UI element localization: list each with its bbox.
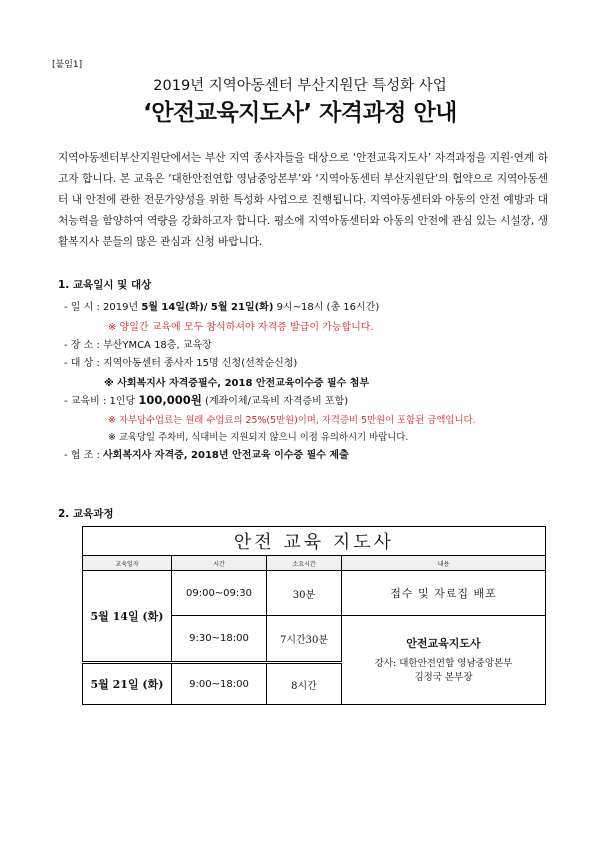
fee-detail: (계좌이체/교육비 자격증비 포함) — [201, 396, 349, 407]
place-line: - 장 소 : 부산YMCA 18층, 교육장 — [64, 340, 212, 351]
schedule-year: 2019년 — [103, 302, 142, 313]
schedule-dates: 5월 14일(화)/ 5월 21일(화) — [141, 302, 274, 313]
course-instructor-name: 김정국 본부장 — [414, 672, 473, 683]
course-instructor: 강사: 대한안전연합 영남중앙본부 — [374, 658, 513, 669]
document-title: ‘안전교육지도사’ 자격과정 안내 — [143, 100, 457, 126]
fee-note-parking: ※ 교육당일 주차비, 식대비는 지원되지 않으니 이점 유의하시기 바랍니다. — [108, 432, 409, 443]
header-content: 내용 — [342, 556, 546, 571]
duration-cell: 8시간 — [267, 663, 342, 705]
duration-cell: 30분 — [267, 571, 342, 616]
fee-label: - 교육비 : 1인당 — [64, 396, 139, 407]
target-line: - 대 상 : 지역아동센터 종사자 15명 신청(선착순신청) — [64, 358, 298, 369]
section-heading: 1. 교육일시 및 대상 — [58, 279, 152, 291]
table-header-row — [83, 556, 546, 571]
date-cell: 5월 21일 (화) — [83, 663, 172, 705]
schedule-label: - 일 시 : — [64, 302, 104, 313]
target-note: ※ 사회복지사 자격증필수, 2018 안전교육이수증 필수 첨부 — [104, 378, 370, 389]
header-duration: 소요시간 — [267, 556, 342, 571]
intro-paragraph: 지역아동센터부산지원단에서는 부산 지역 종사자들을 대상으로 ‘안전교육지도사’ 자격과정을 지원·연계 하고자 합니다. 본 교육은 ‘대한안전연합 영남중앙본부’와 ‘지역아동센터 부산지원단’의 협약으로 지역아동센터 내 안전에 관한 전문가양성을 위한 특성화 사업으로 진행됩니다. 지역아동센터와 아동의 안전 예방과 대처능력을 함양하여 역량을 강화하고자 합니다. 평소에 지역아동센터와 아동의 안전에 관심 있는 시설장, 생활복지사 분들의 많은 관심과 신청 바랍니다. — [58, 152, 548, 248]
section-heading: 2. 교육과정 — [58, 508, 114, 520]
time-cell: 9:30~18:00 — [172, 616, 267, 663]
attendance-note: ※ 양일간 교육에 모두 참석하셔야 자격증 발급이 가능합니다. — [108, 322, 374, 333]
table-row — [83, 571, 546, 616]
header-date: 교육일자 — [83, 556, 172, 571]
header-time: 시간 — [172, 556, 267, 571]
schedule-line — [64, 298, 379, 313]
fee-note-red: ※ 자부담수업료는 원래 수업료의 25%(5만원)이며, 자격증비 5만원이 포함된 금액입니다. — [108, 415, 476, 426]
cooperation-label: - 협 조 : — [64, 450, 104, 461]
fee-amount: 100,000원 — [138, 393, 202, 407]
schedule-hours: 9시~18시 (총 16시간) — [273, 302, 380, 313]
cooperation-text: 사회복지사 자격증, 2018년 안전교육 이수증 필수 제출 — [103, 450, 349, 461]
content-cell: 접수 및 자료집 배포 — [342, 571, 546, 616]
fee-line — [64, 392, 348, 408]
curriculum-table — [82, 526, 546, 705]
course-name: 안전교육지도사 — [406, 637, 481, 650]
cooperation-line — [64, 446, 349, 461]
date-cell: 5월 14일 (화) — [83, 571, 172, 663]
time-cell: 09:00~09:30 — [172, 571, 267, 616]
table-title: 안전 교육 지도사 — [83, 527, 546, 556]
course-cell — [342, 616, 546, 705]
attachment-label: [붙임1] — [52, 60, 83, 70]
time-cell: 9:00~18:00 — [172, 663, 267, 705]
duration-cell: 7시간30분 — [267, 616, 342, 663]
document-subtitle: 2019년 지역아동센터 부산지원단 특성화 사업 — [153, 78, 447, 94]
